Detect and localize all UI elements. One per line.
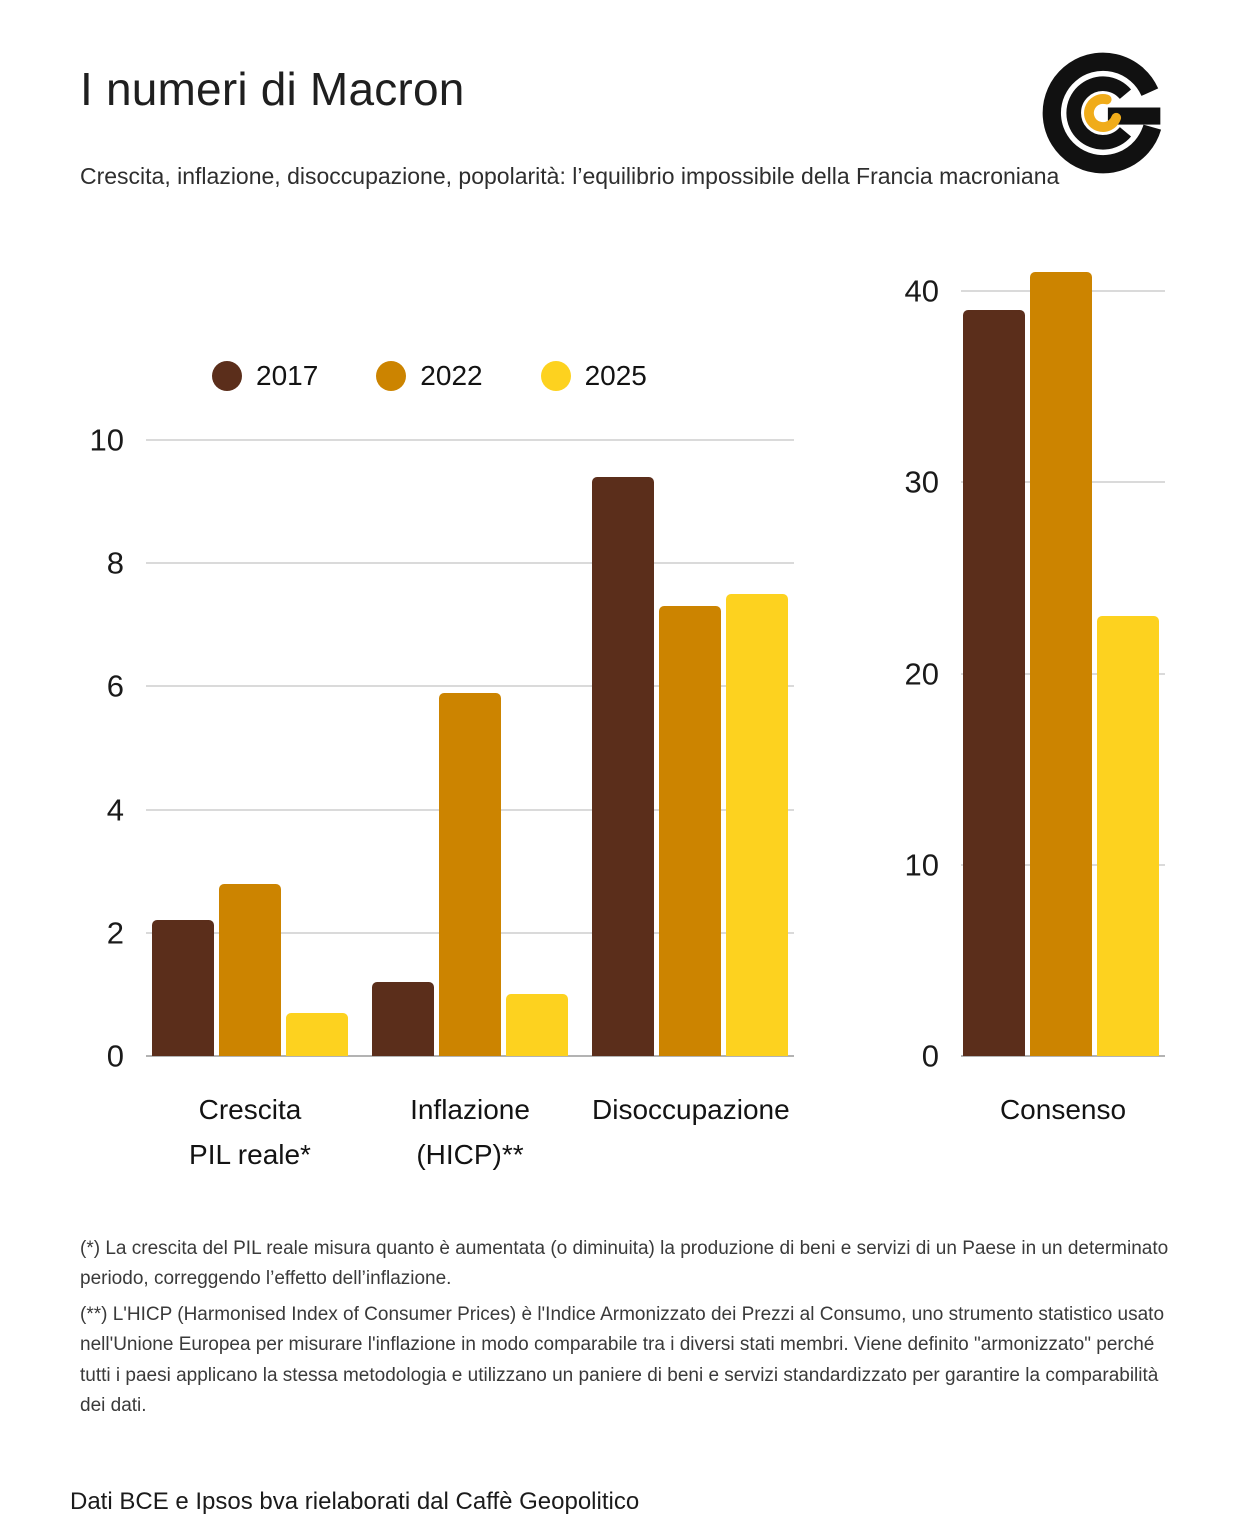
bar-group <box>592 440 788 1056</box>
bar-2022 <box>1030 272 1092 1056</box>
y-axis-tick: 4 <box>106 792 124 828</box>
category-label: Consenso <box>999 1094 1127 1125</box>
y-axis-tick: 8 <box>106 545 124 581</box>
legend-label: 2022 <box>420 360 483 391</box>
x-axis-labels-left <box>146 1088 794 1178</box>
legend-item-2025 <box>541 360 647 392</box>
y-axis-tick: 10 <box>904 847 939 883</box>
page-title: I numeri di Macron <box>80 63 465 115</box>
y-axis-tick: 0 <box>921 1038 939 1074</box>
bar-2022 <box>659 606 721 1056</box>
bar-2017 <box>963 310 1025 1056</box>
y-axis-tick: 40 <box>904 273 939 309</box>
bar-2022 <box>439 693 501 1056</box>
footnote-hicp: (**) L'HICP (Harmonised Index of Consumer Prices) è l'Indice Armonizzato dei Prezzi al Consumo, uno strumento statistico usato nell'Unione Europea per misurare l'inflazione in modo comparabile tra i diversi stati membri. Viene definito "armonizzato" perché tutti i paesi applicano la stessa metodologia e utilizzano un paniere di beni e servizi standardizzato per garantire la comparabilità dei dati. <box>80 1304 1165 1417</box>
bar-2017 <box>152 920 214 1056</box>
y-axis-tick: 20 <box>904 656 939 692</box>
y-axis-tick: 10 <box>89 422 124 458</box>
legend-dot-icon <box>376 361 406 391</box>
bar-2022 <box>219 884 281 1056</box>
legend-label: 2017 <box>256 360 319 391</box>
bar-2017 <box>592 477 654 1056</box>
bar-group <box>152 440 348 1056</box>
legend-item-2022 <box>376 360 482 392</box>
bars-right <box>961 272 1165 1056</box>
chart-legend <box>212 360 647 392</box>
y-axis-tick: 30 <box>904 465 939 501</box>
bar-2025 <box>1097 616 1159 1056</box>
page-subtitle: Crescita, inflazione, disoccupazione, popolarità: l’equilibrio impossibile della Francia macroniana <box>80 163 1060 189</box>
bar-2025 <box>506 994 568 1056</box>
g-monogram-icon <box>1042 52 1164 174</box>
x-axis-labels-right <box>961 1088 1165 1133</box>
legend-item-2017 <box>212 360 318 392</box>
footnote-pil: (*) La crescita del PIL reale misura quanto è aumentata (o diminuita) la produzione di beni e servizi di un Paese in un determinato periodo, correggendo l’effetto dell’inflazione. <box>80 1238 1169 1290</box>
bar-2025 <box>286 1013 348 1056</box>
bars-left <box>146 440 794 1056</box>
bar-group <box>372 440 568 1056</box>
caffe-geopolitico-logo <box>1042 52 1164 174</box>
bar-group <box>963 272 1159 1056</box>
bar-chart-consenso <box>904 272 1165 1074</box>
y-axis-tick: 6 <box>106 669 124 705</box>
bar-2025 <box>726 594 788 1056</box>
legend-dot-icon <box>212 361 242 391</box>
category-label: Crescita PIL reale* <box>189 1094 311 1170</box>
legend-dot-icon <box>541 361 571 391</box>
bar-2017 <box>372 982 434 1056</box>
legend-label: 2025 <box>584 360 647 391</box>
category-label: Disoccupazione <box>592 1094 790 1125</box>
source-credit: Dati BCE e Ipsos bva rielaborati dal Caffè Geopolitico <box>70 1488 640 1515</box>
y-axis-tick: 0 <box>106 1038 124 1074</box>
y-axis-tick: 2 <box>106 915 124 951</box>
category-label: Inflazione (HICP)** <box>410 1094 530 1170</box>
bar-chart-indicators <box>89 422 794 1074</box>
